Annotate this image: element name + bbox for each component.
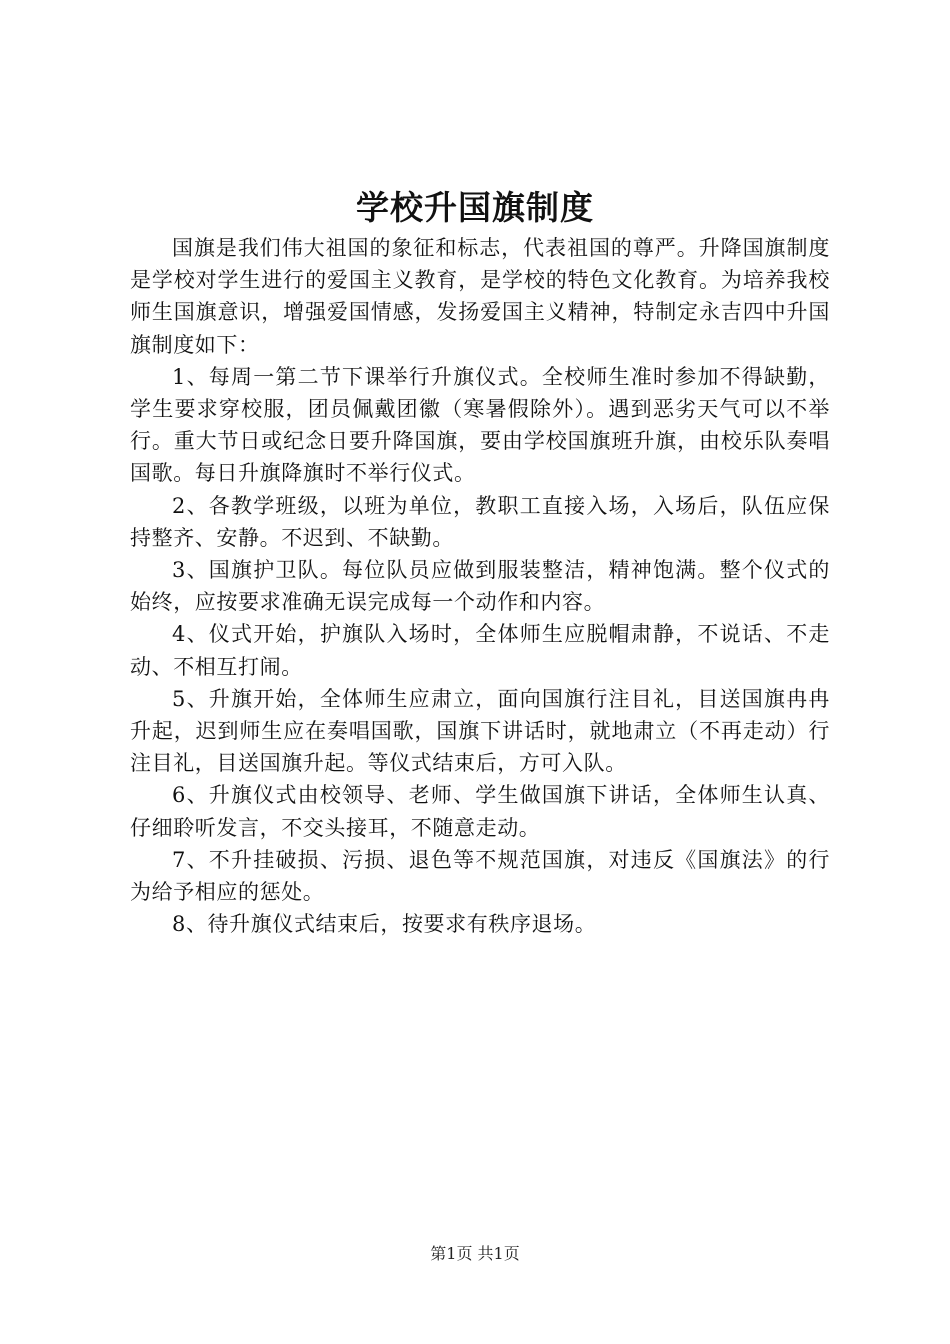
rule-paragraph-4: 4、仪式开始，护旗队入场时，全体师生应脱帽肃静，不说话、不走动、不相互打闹。	[130, 622, 830, 679]
rule-paragraph-3: 3、国旗护卫队。每位队员应做到服装整洁，精神饱满。整个仪式的始终，应按要求准确无误完成每一个动作和内容。	[130, 558, 830, 615]
rule-paragraph-2: 2、各教学班级，以班为单位，教职工直接入场，入场后，队伍应保持整齐、安静。不迟到、不缺勤。	[130, 493, 830, 550]
rule-paragraph-7: 7、不升挂破损、污损、退色等不规范国旗，对违反《国旗法》的行为给予相应的惩处。	[130, 847, 830, 905]
rule-paragraph-8: 8、待升旗仪式结束后，按要求有秩序退场。	[172, 912, 597, 937]
rule-paragraph-6: 6、升旗仪式由校领导、老师、学生做国旗下讲话，全体师生认真、仔细聆听发言，不交头接耳，不随意走动。	[130, 783, 830, 840]
page-footer: 第1页 共1页	[430, 1244, 520, 1263]
document-body	[130, 232, 830, 940]
rule-paragraph-1: 1、每周一第二节下课举行升旗仪式。全校师生准时参加不得缺勤，学生要求穿校服，团员佩戴团徽（寒暑假除外）。遇到恶劣天气可以不举行。重大节日或纪念日要升降国旗，要由学校国旗班升旗，由校乐队奏唱国歌。每日升旗降旗时不举行仪式。	[130, 364, 830, 486]
intro-paragraph: 国旗是我们伟大祖国的象征和标志，代表祖国的尊严。升降国旗制度是学校对学生进行的爱国主义教育，是学校的特色文化教育。为培养我校师生国旗意识，增强爱国情感，发扬爱国主义精神，特制定永吉四中升国旗制度如下：	[130, 236, 830, 357]
rule-paragraph-5: 5、升旗开始，全体师生应肃立，面向国旗行注目礼，目送国旗冉冉升起，迟到师生应在奏唱国歌，国旗下讲话时，就地肃立（不再走动）行注目礼，目送国旗升起。等仪式结束后，方可入队。	[130, 686, 830, 776]
document-title: 学校升国旗制度	[356, 188, 594, 227]
